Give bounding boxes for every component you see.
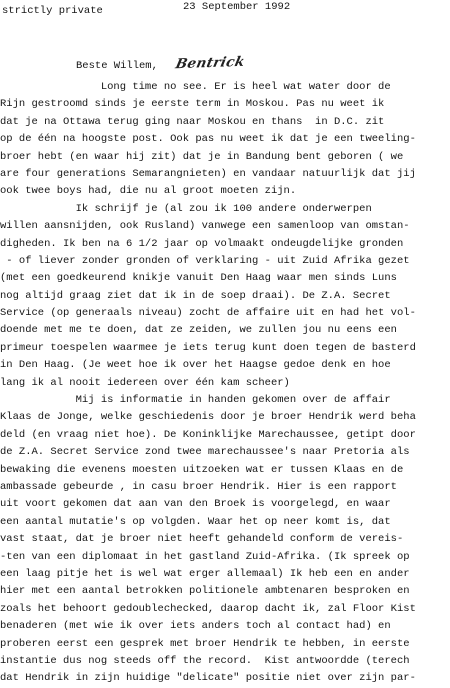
- letter-line: Service (op generaals niveau) zocht de affaire uit en had het vol-: [0, 307, 416, 320]
- letter-line: dat je na Ottawa terug ging naar Moskou en thans in D.C. zit: [0, 115, 385, 128]
- letter-line: Klaas de Jonge, welke geschiedenis door je broer Hendrik werd beha: [0, 411, 416, 424]
- letter-line: primeur toespelen waarmee je iets terug kunt doen tegen de basterd: [0, 341, 416, 354]
- letter-line: - of liever zonder gronden of verklaring - uit Zuid Afrika gezet: [0, 254, 410, 267]
- letter-line: dat Hendrik in zijn huidige "delicate" positie niet over zijn par-: [0, 672, 416, 685]
- letter-line: in Den Haag. (Je weet hoe ik over het Haagse gedoe denk en hoe: [0, 359, 391, 372]
- letter-date: 23 September 1992: [183, 1, 291, 13]
- letter-body: [0, 79, 450, 688]
- letter-line: de Z.A. Secret Service zond twee marechaussee's naar Pretoria als: [0, 446, 410, 459]
- letter-line: vast staat, dat je broer niet heeft gehandeld conform de vereis-: [0, 533, 404, 546]
- letter-line: Mij is informatie in handen gekomen over de affair: [0, 394, 391, 407]
- letter-line: deld (en vraag niet hoe). De Koninklijke Marechaussee, getipt door: [0, 428, 416, 441]
- letter-line: doende met me te doen, dat ze zeiden, we zullen jou nu eens een: [0, 324, 397, 337]
- letter-line: ambassade gebeurde , in casu broer Hendrik. Hier is een rapport: [0, 480, 397, 493]
- letter-line: broer hebt (en waar hij zit) dat je in Bandung bent geboren ( we: [0, 150, 404, 163]
- letter-line: een laag pitje het is wel wat erger allemaal) Ik heb een en ander: [0, 567, 410, 580]
- letter-line: een aantal mutatie's op volgden. Waar het op neer komt is, dat: [0, 515, 391, 528]
- handwritten-name: Bentrick: [174, 53, 247, 73]
- letter-line: ook twee boys had, die nu al groot moeten zijn.: [0, 185, 297, 198]
- letter-line: are four generations Semarangnieten) en vandaar natuurlijk dat jij: [0, 167, 416, 180]
- letter-line: (met een goedkeurend knikje vanuit Den Haag waar men sinds Luns: [0, 272, 397, 285]
- letter-line: bewaking die evenens moesten uitzoeken wat er tussen Klaas en de: [0, 463, 404, 476]
- letter-line: benaderen (met wie ik over iets anders toch al contact had) en: [0, 620, 391, 633]
- letter-line: digheden. Ik ben na 6 1/2 jaar op volmaakt ondeugdelijke gronden: [0, 237, 404, 250]
- letter-line: -ten van een diplomaat in het gastland Zuid-Afrika. (Ik spreek op: [0, 550, 410, 563]
- letter-line: uit voort gekomen dat aan van den Broek is voorgelegd, en waar: [0, 498, 391, 511]
- letter-line: zoals het behoort gedoublechecked, daarop dacht ik, zal Floor Kist: [0, 602, 416, 615]
- letter-line: op de één na hoogste post. Ook pas nu weet ik dat je een tweeling-: [0, 133, 416, 146]
- letter-line: hier met een aantal betrokken politionele ambtenaren besproken en: [0, 585, 410, 598]
- letter-line: Ik schrijf je (al zou ik 100 andere onderwerpen: [0, 202, 372, 215]
- letter-line: Long time no see. Er is heel wat water door de: [0, 81, 391, 93]
- letter-line: instantie dus nog steeds off the record. Kist antwoordde (terech: [0, 654, 410, 667]
- privacy-note: strictly private: [2, 5, 103, 17]
- salutation: Beste Willem,: [76, 60, 158, 72]
- letter-line: Rijn gestroomd sinds je eerste term in Moskou. Pas nu weet ik: [0, 98, 385, 111]
- letter-line: nog altijd graag ziet dat ik in de soep draai). De Z.A. Secret: [0, 289, 391, 302]
- letter-line: willen aansnijden, ook Rusland) vanwege een samenloop van omstan-: [0, 220, 410, 233]
- letter-line: lang ik al nooit iedereen over één kam scheer): [0, 376, 290, 389]
- letter-line: proberen eerst een gesprek met broer Hendrik te hebben, in eerste: [0, 637, 410, 650]
